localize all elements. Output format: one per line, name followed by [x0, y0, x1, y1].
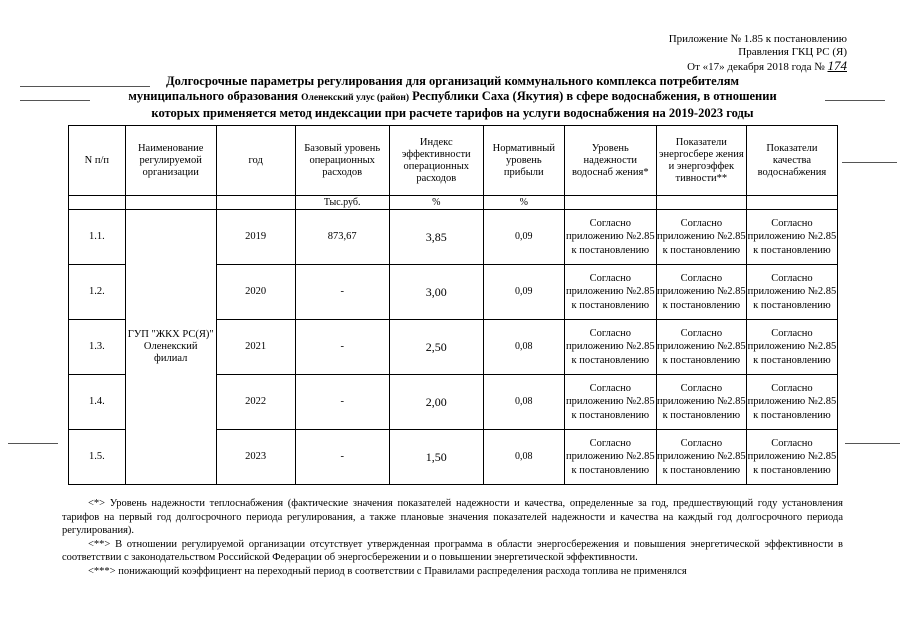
- efficiency-index-cell: 1,50: [389, 430, 483, 485]
- table-row: [69, 210, 838, 265]
- municipality-name: Оленекский улус (район): [301, 93, 409, 103]
- column-header: Показатели качества водоснабжения: [746, 126, 837, 196]
- decree-number: 174: [827, 58, 847, 73]
- header-line-2: Правления ГКЦ РС (Я): [738, 46, 847, 58]
- footnotes: [62, 497, 843, 578]
- quality-cell: Согласно приложению №2.85 к постановлению: [746, 375, 837, 430]
- column-header: Индекс эффективности операционных расходов: [389, 126, 483, 196]
- row-number: 1.2.: [69, 265, 126, 320]
- profit-level-cell: 0,08: [483, 430, 564, 485]
- profit-level-cell: 0,09: [483, 210, 564, 265]
- column-header: Нормативный уровень прибыли: [483, 126, 564, 196]
- reliability-cell: Согласно приложению №2.85 к постановлению: [564, 430, 656, 485]
- title-line-1: Долгосрочные параметры регулирования для организаций коммунального комплекса потребителям: [165, 74, 740, 88]
- column-header: Базовый уровень операционных расходов: [295, 126, 389, 196]
- energy-saving-cell: Согласно приложению №2.85 к постановлению: [656, 265, 746, 320]
- energy-saving-cell: Согласно приложению №2.85 к постановлению: [656, 320, 746, 375]
- year-cell: 2019: [216, 210, 295, 265]
- row-number: 1.4.: [69, 375, 126, 430]
- header-line-3: [669, 59, 847, 74]
- column-header: N п/п: [69, 126, 126, 196]
- profit-level-cell: 0,08: [483, 320, 564, 375]
- energy-saving-cell: Согласно приложению №2.85 к постановлению: [656, 375, 746, 430]
- table-units-row: [69, 196, 838, 210]
- base-costs-cell: -: [295, 320, 389, 375]
- footnote-1: <*> Уровень надежности теплоснабжения (фактические значения показателей надежности и качества, определенные за год, предшествующий году установления тарифов на первый год долгосрочного периода регулирования, а также плановые значения показателей надежности и качества на каждый год долгосрочного периода регулирования).: [62, 498, 843, 536]
- table-header-row: [69, 126, 838, 196]
- title-line-2: [40, 89, 865, 106]
- footnote-3: <***> понижающий коэффициент на переходный период в соответствии с Правилами распределения расхода топлива не применялся: [88, 565, 687, 577]
- base-costs-cell: -: [295, 430, 389, 485]
- quality-cell: Согласно приложению №2.85 к постановлению: [746, 430, 837, 485]
- year-cell: 2021: [216, 320, 295, 375]
- energy-saving-cell: Согласно приложению №2.85 к постановлению: [656, 430, 746, 485]
- energy-saving-cell: Согласно приложению №2.85 к постановлению: [656, 210, 746, 265]
- efficiency-index-cell: 3,00: [389, 265, 483, 320]
- footnote-2: <**> В отношении регулируемой организации отсутствует утвержденная программа в области энергосбережения и повышения энергетической эффективности в соответствии с законодательством Российской Федерации об энергосбережении и о повышении энергетической эффективности.: [62, 538, 843, 563]
- title-line-3: которых применяется метод индексации при расчете тарифов на услуги водоснабжения на 2019-2023 годы: [151, 106, 754, 120]
- row-number: 1.3.: [69, 320, 126, 375]
- organization-name: ГУП "ЖКХ РС(Я)" Оленекский филиал: [125, 210, 216, 485]
- unit-cell: [216, 196, 295, 210]
- unit-cell: [564, 196, 656, 210]
- parameters-table: [68, 125, 838, 485]
- header-line-1: Приложение № 1.85 к постановлению: [668, 33, 847, 45]
- column-header: год: [216, 126, 295, 196]
- year-cell: 2020: [216, 265, 295, 320]
- decorative-line: [842, 162, 897, 163]
- unit-cell: Тыс.руб.: [295, 196, 389, 210]
- header-date: От «17» декабря 2018 года №: [687, 61, 825, 73]
- efficiency-index-cell: 3,85: [389, 210, 483, 265]
- row-number: 1.5.: [69, 430, 126, 485]
- reliability-cell: Согласно приложению №2.85 к постановлению: [564, 210, 656, 265]
- row-number: 1.1.: [69, 210, 126, 265]
- unit-cell: [125, 196, 216, 210]
- base-costs-cell: 873,67: [295, 210, 389, 265]
- efficiency-index-cell: 2,00: [389, 375, 483, 430]
- year-cell: 2022: [216, 375, 295, 430]
- reliability-cell: Согласно приложению №2.85 к постановлению: [564, 320, 656, 375]
- column-header: Уровень надежности водоснаб жения*: [564, 126, 656, 196]
- document-title: [40, 74, 865, 121]
- profit-level-cell: 0,09: [483, 265, 564, 320]
- base-costs-cell: -: [295, 265, 389, 320]
- unit-cell: %: [389, 196, 483, 210]
- base-costs-cell: -: [295, 375, 389, 430]
- quality-cell: Согласно приложению №2.85 к постановлению: [746, 265, 837, 320]
- reliability-cell: Согласно приложению №2.85 к постановлению: [564, 375, 656, 430]
- quality-cell: Согласно приложению №2.85 к постановлению: [746, 320, 837, 375]
- year-cell: 2023: [216, 430, 295, 485]
- profit-level-cell: 0,08: [483, 375, 564, 430]
- quality-cell: Согласно приложению №2.85 к постановлению: [746, 210, 837, 265]
- title-part: муниципального образования: [128, 89, 299, 103]
- column-header: Показатели энергосбере жения и энергоэффек тивности**: [656, 126, 746, 196]
- efficiency-index-cell: 2,50: [389, 320, 483, 375]
- unit-cell: %: [483, 196, 564, 210]
- title-part: Республики Саха (Якутия) в сфере водоснабжения, в отношении: [412, 89, 777, 103]
- unit-cell: [656, 196, 746, 210]
- reliability-cell: Согласно приложению №2.85 к постановлению: [564, 265, 656, 320]
- unit-cell: [69, 196, 126, 210]
- decorative-line: [845, 443, 900, 444]
- column-header: Наименование регулируемой организации: [125, 126, 216, 196]
- decorative-line: [8, 443, 58, 444]
- unit-cell: [746, 196, 837, 210]
- document-header: [669, 33, 847, 74]
